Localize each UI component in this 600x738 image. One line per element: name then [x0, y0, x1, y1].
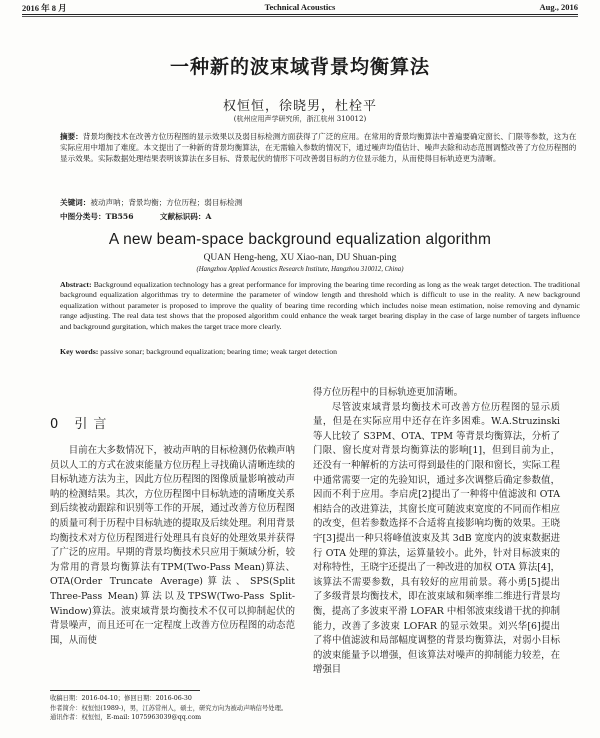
- affiliation-en: (Hangzhou Applied Acoustics Research Institute, Hangzhou 310012, China): [196, 266, 404, 273]
- authors-en: QUAN Heng-heng, XU Xiao-nan, DU Shuan-ping: [203, 253, 397, 263]
- abstract-en: [60, 280, 580, 332]
- header-journal: Technical Acoustics: [264, 2, 336, 12]
- header-divider: [22, 16, 578, 17]
- keywords-en-label: Key words:: [60, 347, 99, 356]
- body-column-left: [50, 444, 295, 648]
- abstract-zh-label: 摘要：: [60, 132, 83, 141]
- doc-code-field: [160, 212, 211, 221]
- keywords-zh: [60, 197, 580, 208]
- keywords-en: [60, 346, 580, 357]
- footnote-divider: [50, 690, 200, 691]
- section-heading-intro: 0 引言: [50, 417, 113, 432]
- clc-field: [60, 212, 133, 221]
- footnote-contact: 通讯作者：权恒恒，E-mail: 1075963039@qq.com: [50, 714, 202, 722]
- abstract-en-label: Abstract:: [60, 280, 92, 289]
- abstract-zh-text: 背景均衡技术在改善方位历程图的显示效果以及弱目标检测方面获得了广泛的应用。在常用的背景均衡算法中普遍要确定窗长、门限等参数，这为在实际应用中增加了难度。本文提出了一种新的背景均衡算法，在无需输入参数的情况下，通过噪声均值估计、噪声去除和动态范围调整改善了方位历程图的显示效果。实际数据处理结果表明该算法在多目标、背景起伏的情形下可改善弱目标的方位显示能力，从而使得目标轨迹更为清晰。: [60, 132, 577, 164]
- affiliation-zh: (杭州应用声学研究所，浙江杭州 310012): [233, 115, 367, 123]
- abstract-en-text: Background equalization technology has a great performance for improving the bearing time recording as long as the weak target detection. The traditional background equalization algorithmas try to determine the parameter of window length and threshold which is difficult to use in the reality. A new background equalization without parameter is proposed to improve the quality of bearing time recording which includes noise mean estimation, noise removing and dynamic range adjusting. The real data test shows that the proposed algorithm could enhance the weak target bearing display in the case of large number of targets influence and background gurgitation, which makes the target trace more clearly.: [60, 280, 580, 331]
- authors-zh: 权恒恒，徐晓男，杜栓平: [222, 99, 377, 114]
- intro-paragraph-2: 尽管波束域背景均衡技术可改善方位历程图的显示质量，但是在实际应用中还存在许多困难。W.A.Struzinski 等人比较了 S3PM、OTA、TPM 等背景均衡算法，分析了门限、窗长度对背景均衡算法的影响[1]，但到目前为止，还没有一种解析的方法可得到最佳的门限和窗长，实际工程中通常需要一定的先验知识，通过多次调整后确定参数值，因而不利于应用。李启虎[2]提出了一种将中值滤波和 OTA 相结合的改进算法，其窗长度可随波束宽度的不同而作相应的改变，但若参数选择不合适将直接影响均衡的效果。王晓宇[3]提出一种只将峰值波束及其 3dB 宽度内的波束数据进行 OTA 处理的算法，运算量较小。此外，针对目标波束的对称特性，王晓宇还提出了一种改进的加权 OTA 算法[4]，该算法不需要参数，具有较好的应用前景。蒋小勇[5]提出了多级背景均衡技术，即在波束域和频率维二维进行背景均衡，提高了多波束平滑 LOFAR 中相邻波束线谱干扰的抑制能力，改善了多波束 LOFAR 的显示效果。刘兴华[6]提出了将中值滤波和局部幅度调整的背景均衡算法，对弱小目标的波束能量予以增强，但该算法对噪声的抑制能力较差，在增强目: [313, 401, 560, 676]
- doc-code-value: A: [205, 212, 212, 221]
- footnotes: [50, 694, 300, 723]
- clc-value: TB556: [105, 212, 134, 221]
- header-date-en: Aug., 2016: [539, 2, 578, 12]
- header-date-zh: 2016 年 8 月: [22, 3, 67, 13]
- title-zh: 一种新的波束域背景均衡算法: [169, 56, 430, 78]
- footnote-author-bio: 作者简介：权恒恒(1989-)，男，江苏常州人，硕士，研究方向为被动声呐信号处理。: [50, 704, 288, 712]
- keywords-zh-label: 关键词：: [60, 198, 91, 207]
- running-header: [22, 0, 578, 15]
- intro-paragraph-1-cont: 得方位历程中的目标轨迹更加清晰。: [313, 387, 464, 398]
- doc-code-label: 文献标识码：: [159, 212, 206, 221]
- intro-paragraph-1: 目前在大多数情况下，被动声呐的目标检测仍依赖声呐员以人工的方式在波束能量方位历程上寻找确认清晰连续的目标轨迹方法为主，因此方位历程图的图像质量影响被动声呐的检测结果。其次，方位历程图中目标轨迹的清晰度关系到后续被动跟踪和识别等工作的开展，通过改善方位历程图的质量可利于历程中目标轨迹的提取及后续处理。利用背景均衡技术对方位历程图进行处理具有良好的处理效果并获得了广泛的应用。早期的背景均衡技术只应用于频域分析，较为常用的背景均衡算法有TPM(Two-Pass Mean)算法、OTA(Order Truncate Average)算法、SPS(Split Three-Pass Mean)算法以及TPSW(Two-Pass Split-Window)算法。波束域背景均衡技术不仅可以抑制起伏的背景噪声，而且还可在一定程度上改善方位历程图的动态范围，从而使: [50, 445, 295, 646]
- keywords-zh-text: 被动声呐；背景均衡；方位历程；弱目标检测: [90, 198, 243, 207]
- body-column-right: [313, 386, 560, 678]
- abstract-zh: [60, 131, 580, 165]
- title-en: A new beam-space background equalization algorithm: [108, 231, 492, 248]
- clc-label: 中图分类号：: [60, 212, 106, 221]
- classification-zh: [60, 211, 580, 222]
- keywords-en-text: passive sonar; background equalization; bearing time; weak target detection: [100, 347, 338, 356]
- footnote-received: 收稿日期：2016-04-10；修回日期：2016-06-30: [50, 695, 192, 702]
